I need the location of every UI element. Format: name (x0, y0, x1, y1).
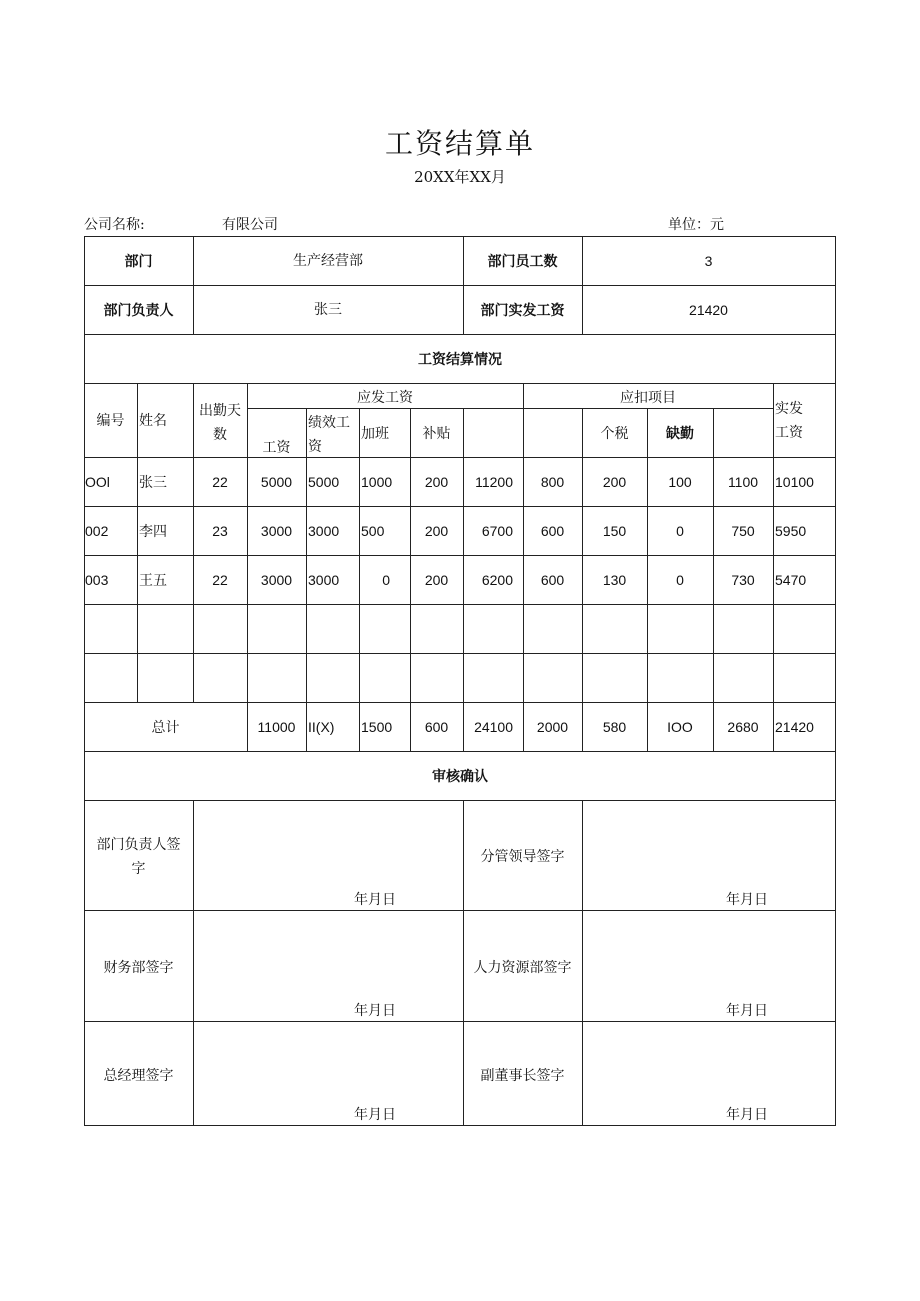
actual-total-label: 部门实发工资 (480, 302, 565, 318)
hr-sign-label: 人力资源部签字 (473, 960, 572, 976)
unit-label: 单位：元 (668, 217, 724, 233)
vice-chairman-sign-label: 副董事长签字 (480, 1068, 565, 1084)
staff-count-label: 部门员工数 (487, 253, 558, 269)
cell-net: 5470 (775, 572, 807, 588)
cell-perf: 5000 (308, 474, 340, 490)
header-allowance: 补贴 (422, 425, 451, 441)
document-title: 工资结算单 (384, 127, 535, 160)
totals-payable-total: 24100 (474, 719, 513, 735)
header-net-2: 工资 (775, 424, 803, 440)
staff-count-value: 3 (704, 253, 713, 269)
cell-allowance: 200 (424, 474, 449, 490)
period: 20XX年XX月 (414, 168, 506, 186)
header-days-2: 数 (213, 426, 227, 442)
dept-head-sign-label-2: 字 (131, 861, 146, 877)
cell-absence: 0 (676, 572, 684, 588)
header-base: 工资 (262, 439, 291, 455)
dept-head-value: 张三 (314, 302, 342, 318)
cell-deduct-a: 600 (540, 572, 565, 588)
cell-deduct-total: 1100 (727, 474, 759, 490)
header-days-1: 出勤天 (199, 402, 241, 418)
dept-label: 部门 (124, 253, 153, 269)
dept-head-label: 部门负责人 (103, 302, 174, 318)
header-perf-2: 资 (308, 438, 322, 454)
cell-days: 22 (212, 474, 228, 490)
totals-deduct-a: 2000 (536, 719, 569, 735)
header-payable: 应发工资 (357, 389, 413, 405)
date-label: 年月日 (726, 892, 768, 908)
cell-perf: 3000 (308, 523, 340, 539)
header-perf-1: 绩效工 (308, 414, 350, 430)
cell-net: 5950 (775, 523, 807, 539)
cell-id: OOl (85, 474, 110, 490)
totals-allowance: 600 (424, 719, 449, 735)
cell-net: 10100 (775, 474, 814, 490)
cell-days: 23 (212, 523, 228, 539)
cell-base: 3000 (260, 572, 293, 588)
cell-id: 003 (85, 572, 109, 588)
cell-overtime: 500 (361, 523, 385, 539)
gm-sign-label: 总经理签字 (103, 1068, 174, 1084)
review-title: 审核确认 (432, 768, 488, 784)
actual-total-value: 21420 (689, 302, 728, 318)
date-label: 年月日 (726, 1003, 768, 1019)
totals-overtime: 1500 (361, 719, 393, 735)
totals-label: 总计 (151, 719, 180, 735)
cell-deduct-a: 600 (540, 523, 565, 539)
cell-absence: 0 (676, 523, 684, 539)
cell-perf: 3000 (308, 572, 340, 588)
header-name: 姓名 (139, 412, 167, 428)
section-title: 工资结算情况 (418, 351, 502, 367)
cell-base: 5000 (260, 474, 293, 490)
totals-perf: II(X) (308, 719, 335, 735)
cell-allowance: 200 (424, 572, 449, 588)
header-deduct: 应扣项目 (620, 389, 676, 405)
company-name: 有限公司 (222, 217, 278, 233)
finance-sign-label: 财务部签字 (103, 960, 174, 976)
totals-tax: 580 (602, 719, 627, 735)
cell-id: 002 (85, 523, 109, 539)
cell-tax: 130 (602, 572, 627, 588)
cell-overtime: 1000 (361, 474, 393, 490)
date-label: 年月日 (354, 892, 396, 908)
totals-base: 11000 (257, 719, 296, 735)
date-label: 年月日 (354, 1003, 396, 1019)
totals-deduct-total: 2680 (727, 719, 759, 735)
header-overtime: 加班 (361, 425, 389, 441)
cell-payable-total: 6200 (481, 572, 513, 588)
header-net-1: 实发 (775, 400, 803, 416)
cell-tax: 150 (602, 523, 627, 539)
date-label: 年月日 (354, 1107, 396, 1123)
date-label: 年月日 (726, 1107, 768, 1123)
company-label: 公司名称: (84, 217, 145, 233)
dept-value: 生产经营部 (293, 253, 363, 269)
header-id: 编号 (96, 412, 125, 428)
cell-payable-total: 11200 (475, 474, 513, 490)
cell-absence: 100 (668, 474, 692, 490)
cell-payable-total: 6700 (481, 523, 513, 539)
dept-head-sign-label-1: 部门负责人签 (96, 837, 181, 853)
cell-name: 李四 (139, 523, 167, 539)
header-tax: 个税 (600, 425, 629, 441)
cell-allowance: 200 (424, 523, 449, 539)
totals-net: 21420 (775, 719, 814, 735)
cell-deduct-a: 800 (540, 474, 565, 490)
cell-deduct-total: 730 (731, 572, 755, 588)
cell-deduct-total: 750 (731, 523, 755, 539)
cell-base: 3000 (260, 523, 293, 539)
totals-absence: IOO (667, 719, 693, 735)
cell-days: 22 (212, 572, 228, 588)
header-absence: 缺勤 (666, 425, 694, 441)
cell-tax: 200 (602, 474, 627, 490)
cell-name: 王五 (139, 572, 167, 588)
division-leader-sign-label: 分管领导签字 (480, 849, 565, 865)
cell-overtime: 0 (382, 572, 390, 588)
cell-name: 张三 (139, 474, 167, 490)
